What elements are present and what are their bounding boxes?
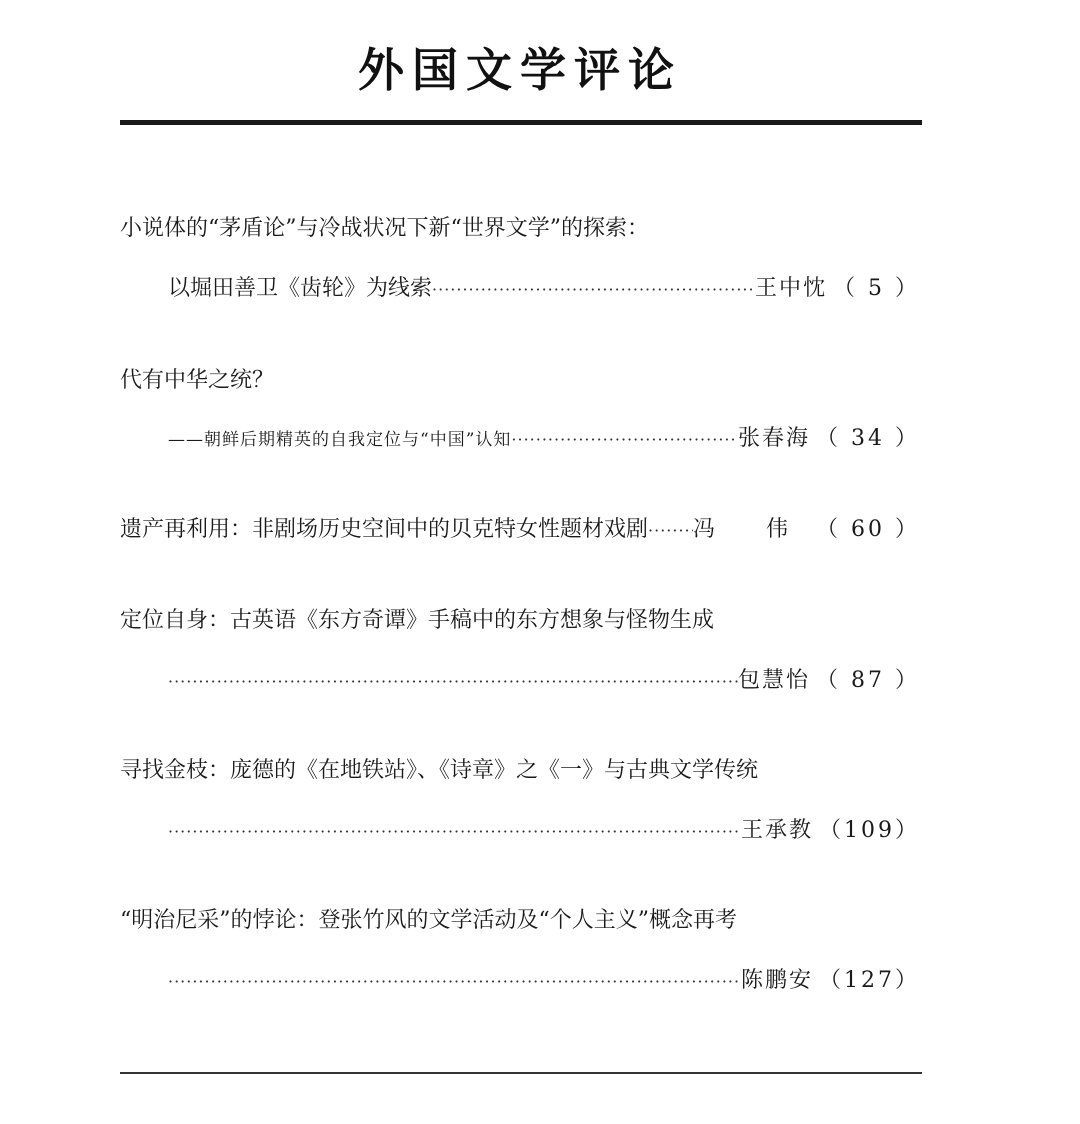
toc-entry-4-line[interactable] — [168, 666, 920, 697]
toc-entry-1-page: （ 5 ） — [833, 276, 920, 301]
toc-entry-1-author: 王中忱 — [755, 276, 828, 301]
toc-entry-1-line[interactable] — [168, 274, 920, 305]
toc-entry-2-author: 张春海 — [738, 426, 811, 451]
toc-entry-6-title[interactable]: “明治尼采”的悖论：登张竹风的文学活动及“个人主义”概念再考 — [120, 908, 737, 933]
toc-entry-2-page: （ 34 ） — [816, 426, 920, 451]
toc-entry-4-page: （ 87 ） — [816, 668, 920, 693]
toc-entry-3-title: 遗产再利用：非剧场历史空间中的贝克特女性题材戏剧 — [120, 517, 649, 542]
journal-masthead: 外国文学评论 — [358, 43, 682, 97]
toc-entry-5-line[interactable] — [168, 816, 920, 847]
toc-entry-5-title[interactable]: 寻找金枝：庞德的《在地铁站》、《诗章》之《一》与古典文学传统 — [120, 758, 759, 783]
dot-leader — [168, 817, 741, 847]
toc-entry-3-author: 冯 伟 — [693, 517, 811, 542]
toc-entry-2-title[interactable]: 代有中华之统？ — [120, 368, 275, 393]
toc-entry-6-author: 陈鹏安 — [740, 968, 813, 993]
bottom-rule — [120, 1072, 922, 1074]
toc-entry-5-page: （109） — [819, 818, 920, 843]
toc-entry-4-title[interactable]: 定位自身：古英语《东方奇谭》手稿中的东方想象与怪物生成 — [120, 608, 715, 633]
top-rule — [120, 120, 922, 125]
toc-entry-1-title[interactable]: 小说体的“茅盾论”与冷战状况下新“世界文学”的探索： — [120, 216, 649, 241]
toc-entry-2-line[interactable] — [168, 424, 920, 455]
toc-entry-5-author: 王承教 — [740, 818, 813, 843]
dot-leader — [432, 275, 755, 305]
dot-leader — [648, 516, 693, 546]
toc-entry-1-subtitle: 以堀田善卫《齿轮》为线索 — [168, 276, 433, 301]
toc-entry-3-page: （ 60 ） — [816, 517, 920, 542]
toc-entry-3-line[interactable] — [120, 515, 920, 546]
dot-leader — [511, 425, 738, 455]
toc-entry-6-page: （127） — [819, 968, 920, 993]
toc-entry-4-author: 包慧怡 — [738, 668, 811, 693]
toc-entry-2-subtitle: ——朝鲜后期精英的自我定位与“中国”认知 — [168, 430, 512, 450]
dot-leader — [168, 667, 738, 697]
toc-entry-6-line[interactable] — [168, 966, 920, 997]
dot-leader — [168, 967, 741, 997]
